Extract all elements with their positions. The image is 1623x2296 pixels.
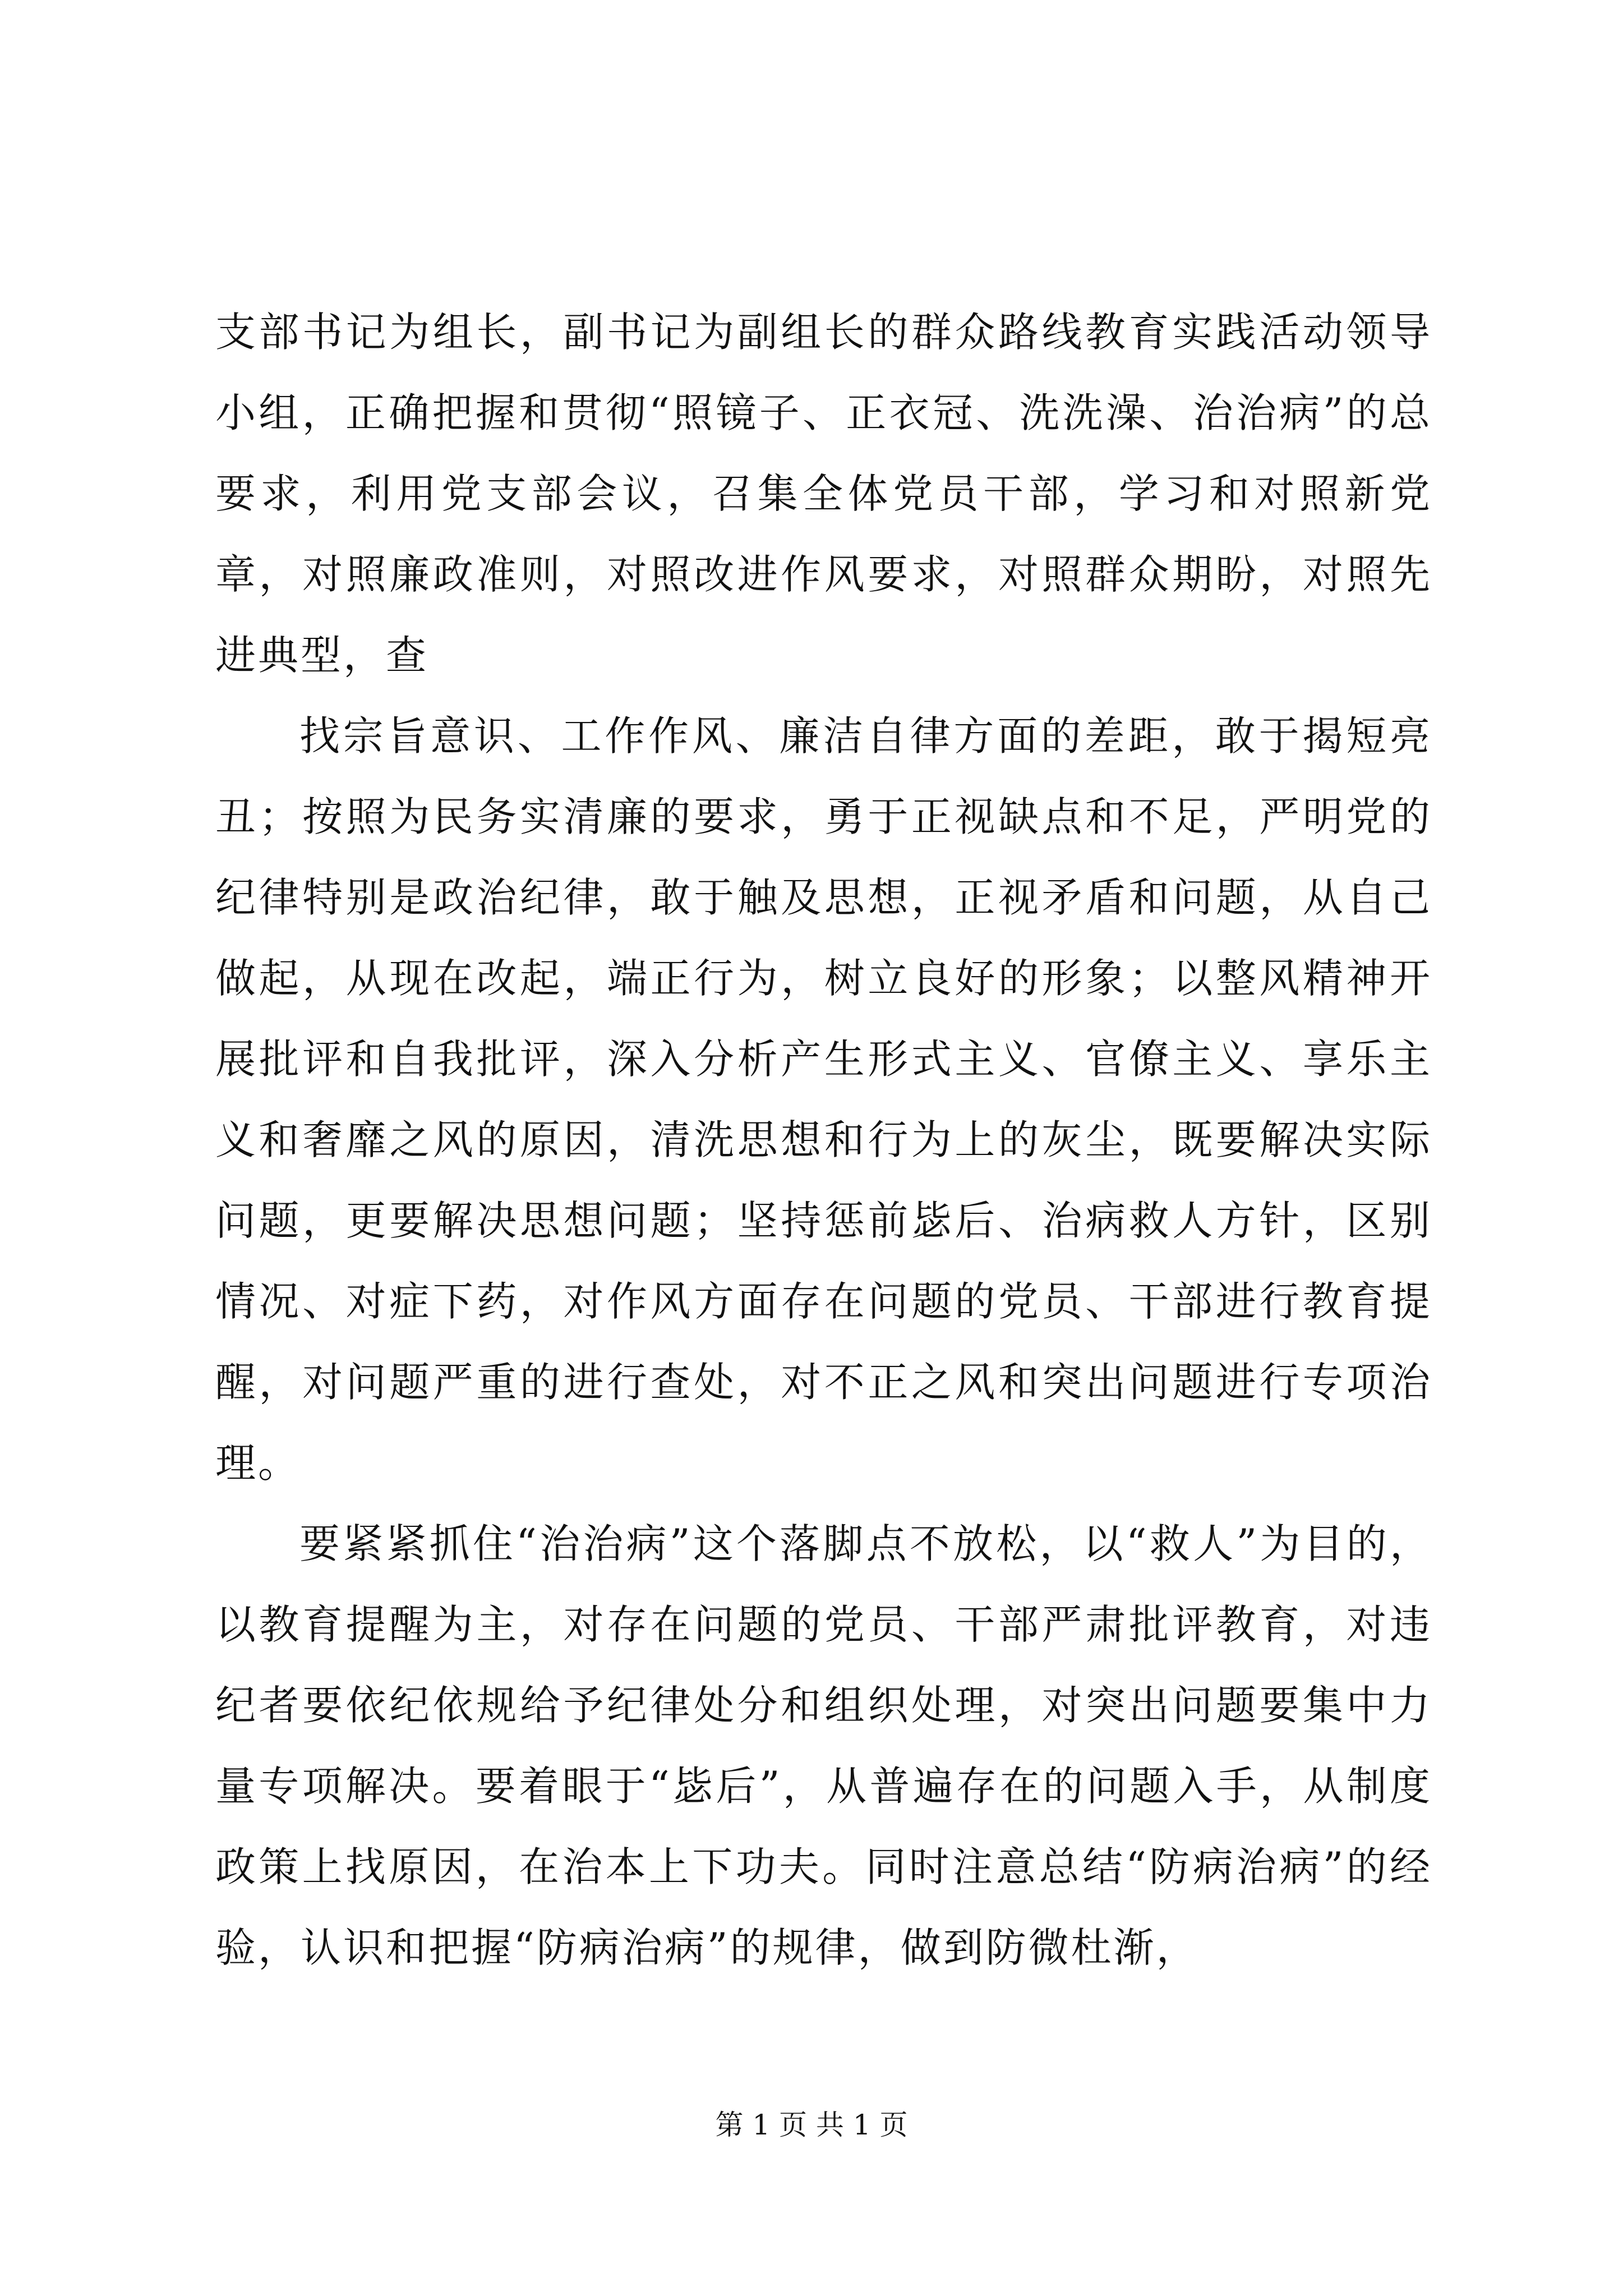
document-body bbox=[215, 292, 1432, 1988]
paragraph-2: 找宗旨意识、工作作风、廉洁自律方面的差距，敢于揭短亮丑；按照为民务实清廉的要求，勇于正视缺点和不足，严明党的纪律特别是政治纪律，敢于触及思想，正视矛盾和问题，从自己做起，从现在改起，端正行为，树立良好的形象；以整风精神开展批评和自我批评，深入分析产生形式主义、官僚主义、享乐主义和奢靡之风的原因，清洗思想和行为上的灰尘，既要解决实际问题，更要解决思想问题；坚持惩前毖后、治病救人方针，区别情况、对症下药，对作风方面存在问题的党员、干部进行教育提醒，对问题严重的进行查处，对不正之风和突出问题进行专项治理。 bbox=[215, 712, 1432, 1487]
paragraph-1: 支部书记为组长，副书记为副组长的群众路线教育实践活动领导小组，正确把握和贯彻“照镜子、正衣冠、洗洗澡、治治病”的总要求，利用党支部会议，召集全体党员干部，学习和对照新党章，对照廉政准则，对照改进作风要求，对照群众期盼，对照先进典型，查 bbox=[215, 309, 1432, 679]
page-number-footer: 第 1 页 共 1 页 bbox=[715, 2109, 908, 2141]
paragraph-3: 要紧紧抓住“治治病”这个落脚点不放松，以“救人”为目的，以教育提醒为主，对存在问题的党员、干部严肃批评教育，对违纪者要依纪依规给予纪律处分和组织处理，对突出问题要集中力量专项解决。要着眼于“毖后”，从普遍存在的问题入手，从制度政策上找原因，在治本上下功夫。同时注意总结“防病治病”的经验，认识和把握“防病治病”的规律，做到防微杜渐， bbox=[215, 1520, 1432, 1971]
